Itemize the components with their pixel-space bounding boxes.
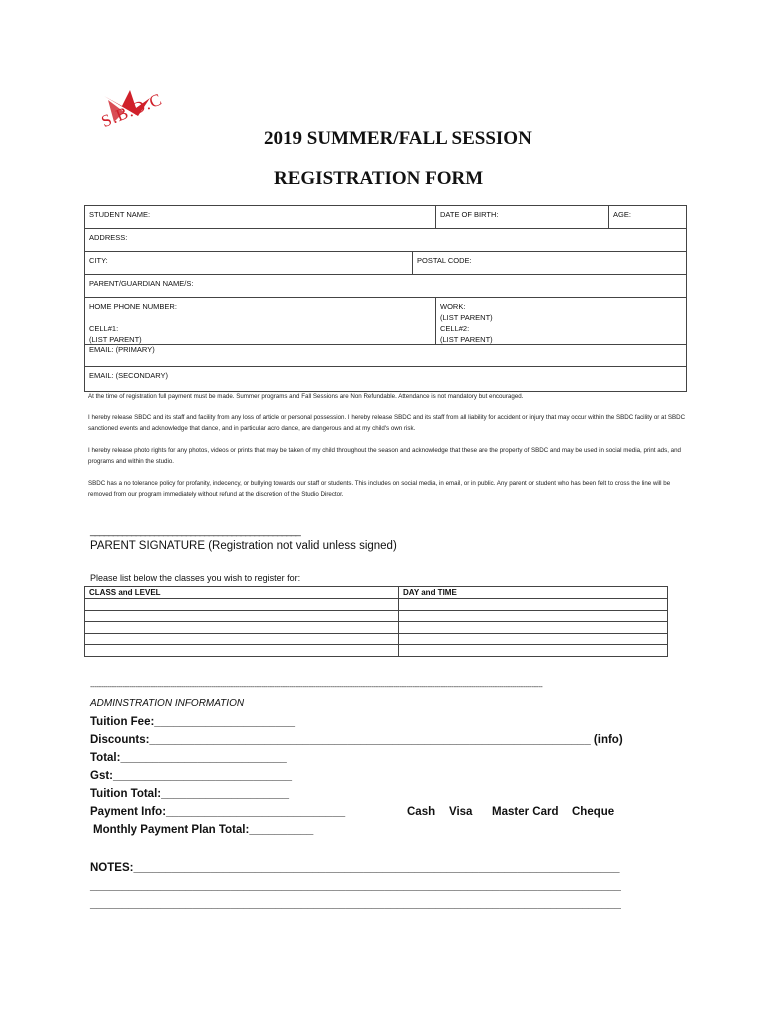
cell2-note: (LIST PARENT) (440, 335, 493, 344)
phone-cell-right (435, 298, 688, 344)
class-level-header: CLASS and LEVEL (85, 587, 399, 599)
classes-table (84, 586, 668, 657)
cell1-note: (LIST PARENT) (89, 335, 142, 344)
city-field[interactable]: CITY: (89, 256, 108, 265)
total-field[interactable]: Total:__________________________ (90, 752, 287, 764)
classes-header-row (85, 587, 668, 599)
row-email-primary (85, 345, 686, 367)
student-name-field[interactable]: STUDENT NAME: (89, 210, 151, 219)
tuition-total-field[interactable]: Tuition Total:____________________ (90, 788, 290, 800)
class-row (85, 645, 668, 657)
notes-field[interactable]: NOTES:____________________________________________________________________________ (90, 862, 620, 874)
class-row (85, 633, 668, 645)
address-field[interactable]: ADDRESS: (89, 233, 128, 242)
cell1-field[interactable]: CELL#1: (89, 324, 119, 333)
notes-line-3[interactable]: ___________________________________________________________________________________ (90, 898, 621, 910)
class-cell[interactable] (85, 610, 399, 622)
dashed-divider: ----------------------------------------------------------------------------------------------------------------------------------------------------------------------------------------------------------------- (90, 682, 543, 691)
student-info-table (84, 205, 687, 392)
classes-intro-text: Please list below the classes you wish to register for: (90, 573, 301, 583)
row-parent (85, 275, 686, 298)
cell2-field[interactable]: CELL#2: (440, 324, 470, 333)
age-field[interactable]: AGE: (608, 206, 688, 228)
signature-line[interactable]: ______________________________________________ (90, 526, 300, 537)
day-time-cell[interactable] (399, 622, 668, 634)
class-cell[interactable] (85, 622, 399, 634)
discounts-field[interactable]: Discounts:_____________________________________________________________________ (info) (90, 734, 623, 746)
admin-heading: ADMINSTRATION INFORMATION (90, 698, 245, 709)
class-row (85, 622, 668, 634)
class-cell[interactable] (85, 645, 399, 657)
visa-option[interactable]: Visa (449, 806, 473, 818)
parent-names-field[interactable]: PARENT/GUARDIAN NAME/S: (89, 279, 194, 288)
email-primary-field[interactable]: EMAIL: (PRIMARY) (89, 345, 155, 354)
cheque-option[interactable]: Cheque (572, 806, 615, 818)
payment-policy-text: At the time of registration full payment must be made. Summer programs and Fall Sessions are Non Refundable. Attendance is not mandatory but encouraged. (88, 393, 524, 400)
phone-cell-left (85, 298, 435, 344)
signature-label: PARENT SIGNATURE (Registration not valid unless signed) (90, 540, 397, 552)
payment-info-field[interactable]: Payment Info:____________________________ (90, 806, 346, 818)
notes-line-2[interactable]: ___________________________________________________________________________________ (90, 880, 621, 892)
work-phone-field[interactable]: WORK: (440, 302, 466, 311)
class-row (85, 610, 668, 622)
class-row (85, 599, 668, 611)
master-card-option[interactable]: Master Card (492, 806, 559, 818)
class-cell[interactable] (85, 599, 399, 611)
row-city (85, 252, 686, 275)
photo-release-text: I hereby release photo rights for any photos, videos or prints that may be taken of my child throughout the season and acknowledge that these are the property of SBDC and may be used in social media, print ads, and programs and within the studio. (88, 447, 681, 465)
row-address (85, 229, 686, 252)
sbdc-logo-text: S.B.D.C (98, 89, 166, 132)
gst-field[interactable]: Gst:____________________________ (90, 770, 293, 782)
day-time-cell[interactable] (399, 645, 668, 657)
postal-code-field[interactable]: POSTAL CODE: (412, 252, 688, 274)
email-secondary-field[interactable]: EMAIL: (SECONDARY) (89, 371, 169, 380)
work-note: (LIST PARENT) (440, 313, 493, 322)
form-title-session: 2019 SUMMER/FALL SESSION (264, 128, 532, 149)
cash-option[interactable]: Cash (407, 806, 436, 818)
day-time-cell[interactable] (399, 633, 668, 645)
liability-release-text: I hereby release SBDC and its staff and facility from any loss of article or personal possession. I hereby release SBDC and its staff from all liability for accident or injury that may occur within the SBDC facility or at SBDC sanctioned events and acknowledge that dance, and in particular acro dance, are dangerous and at my child's own risk. (88, 414, 686, 432)
day-time-cell[interactable] (399, 599, 668, 611)
tuition-fee-field[interactable]: Tuition Fee:______________________ (90, 716, 296, 728)
row-email-secondary (85, 367, 686, 391)
date-of-birth-field[interactable]: DATE OF BIRTH: (435, 206, 608, 228)
home-phone-field[interactable]: HOME PHONE NUMBER: (89, 302, 177, 311)
tolerance-policy-text: SBDC has a no tolerance policy for profanity, indecency, or bullying towards our staff or students. This includes on social media, in email, or in public. Any parent or student who has been felt to cross the line will be removed from our program immediately without refund at the discretion of the Studio Director. (88, 480, 671, 498)
day-time-header: DAY and TIME (399, 587, 668, 599)
row-phones (85, 298, 686, 345)
day-time-cell[interactable] (399, 610, 668, 622)
form-title: REGISTRATION FORM (274, 168, 484, 189)
monthly-plan-field[interactable]: Monthly Payment Plan Total:__________ (93, 824, 314, 836)
class-cell[interactable] (85, 633, 399, 645)
row-student (85, 206, 686, 229)
